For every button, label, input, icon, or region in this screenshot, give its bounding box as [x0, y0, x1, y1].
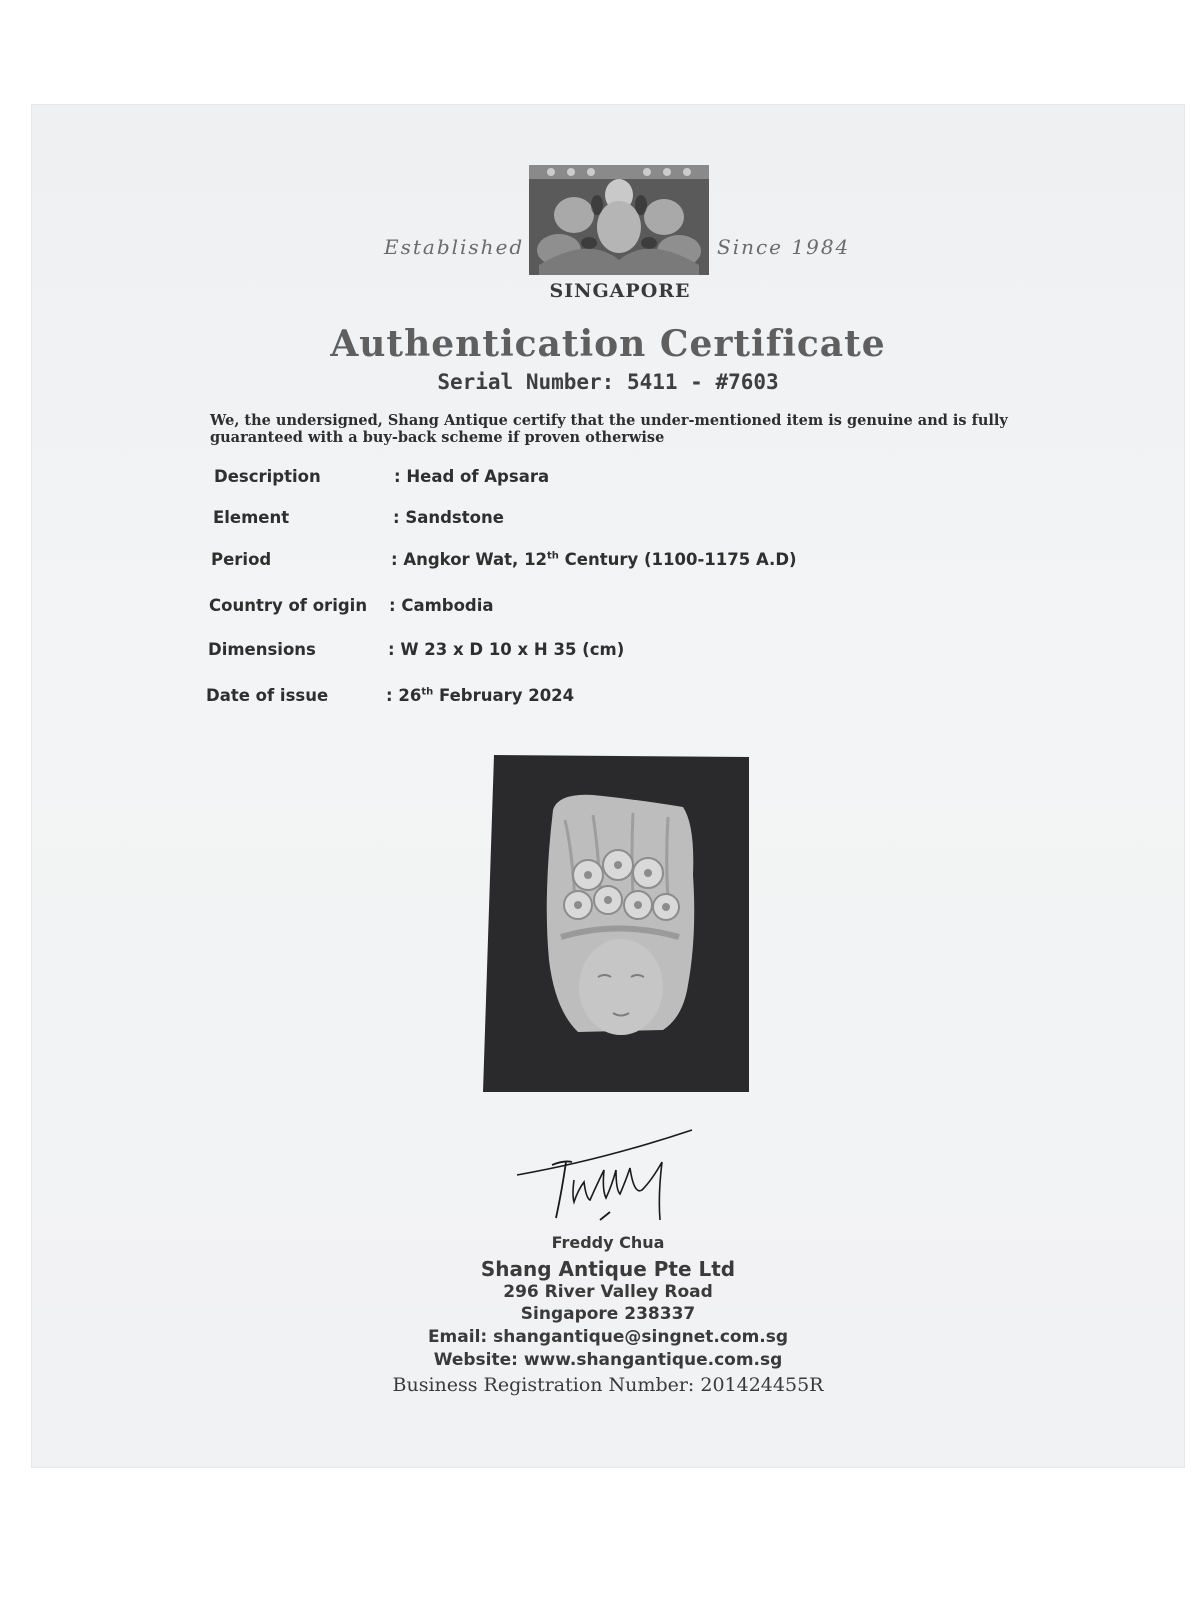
- field-label: Description: [214, 467, 321, 486]
- field-value: : W 23 x D 10 x H 35 (cm): [388, 640, 625, 659]
- certificate-title: Authentication Certificate: [330, 323, 886, 365]
- serial-number: Serial Number: 5411 - #7603: [437, 370, 779, 394]
- signatory-name: Freddy Chua: [551, 1233, 665, 1252]
- field-value: : Head of Apsara: [394, 467, 550, 486]
- company-logo: [32, 155, 1184, 305]
- business-registration: Business Registration Number: 201424455R: [392, 1374, 824, 1396]
- certificate-sheet: [32, 105, 1184, 1467]
- address-city: Singapore 238337: [520, 1304, 696, 1324]
- since-year-text: Since 1984: [717, 235, 851, 259]
- field-label: Element: [213, 508, 290, 527]
- field-label: Dimensions: [208, 640, 316, 659]
- website-text: Website: www.shangantique.com.sg: [433, 1350, 783, 1370]
- field-value: : Sandstone: [393, 508, 504, 527]
- company-name: Shang Antique Pte Ltd: [480, 1257, 736, 1281]
- field-label: Country of origin: [209, 596, 368, 615]
- field-value: : Angkor Wat, 12th Century (1100-1175 A.D): [391, 550, 797, 569]
- established-text: Established: [384, 235, 525, 259]
- email-text: Email: shangantique@singnet.com.sg: [427, 1327, 789, 1347]
- field-label: Date of issue: [206, 686, 329, 705]
- certification-statement: We, the undersigned, Shang Antique certify that the under-mentioned item is genuine and is fully guaranteed with a buy-back scheme if proven otherwise: [210, 412, 1008, 446]
- apsara-head-photo: [483, 755, 749, 1092]
- logo-city-label: SINGAPORE: [549, 280, 691, 302]
- field-label: Period: [211, 550, 272, 569]
- address-street: 296 River Valley Road: [503, 1282, 713, 1302]
- freddy-signature: [512, 1120, 712, 1235]
- carved-relief-logo-image: [529, 165, 709, 275]
- field-value: : 26th February 2024: [386, 686, 575, 705]
- field-value: : Cambodia: [389, 596, 494, 615]
